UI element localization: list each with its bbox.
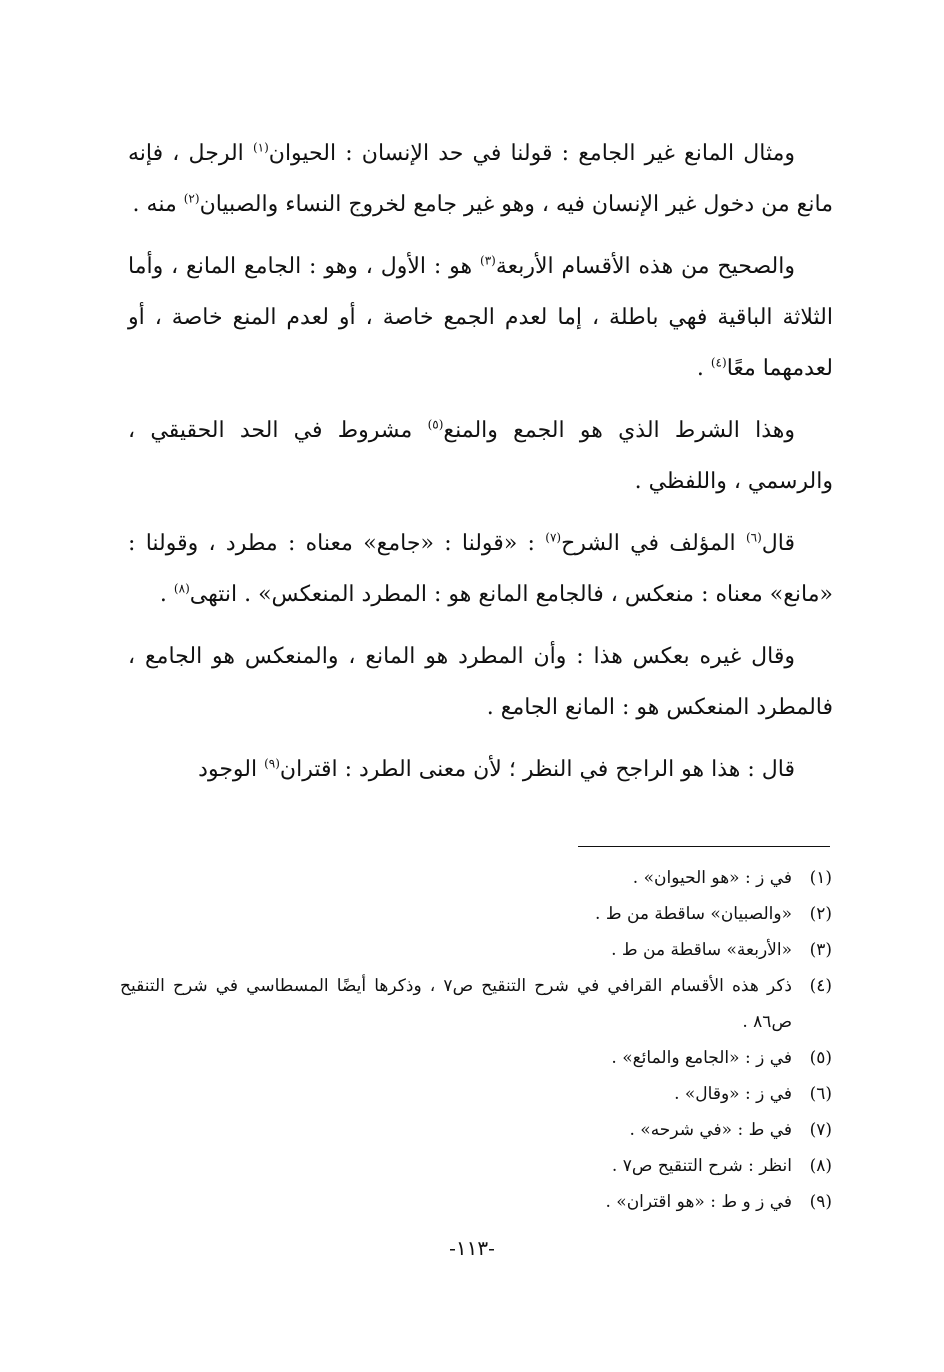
paragraph-text: : «قولنا : «جامع» معناه : مطرد ، وقولنا : «مانع» معناه : منعكس ، فالجامع المانع هو : المطرد المنعكس» . انتهى: [128, 531, 833, 607]
footnote-number: (٦): [809, 1084, 832, 1104]
paragraph-text: منه .: [132, 192, 184, 217]
footnote-divider: [578, 846, 830, 847]
footnote: [120, 1184, 832, 1220]
footnote-number: (٤): [809, 976, 832, 996]
footnote-text: ذكر هذه الأقسام القرافي في شرح التنقيح ص٧ ، وذكرها أيضًا المسطاسي في شرح التنقيح ص٨٦ .: [120, 976, 792, 1032]
footnote-number: (٥): [809, 1048, 832, 1068]
body-paragraph: [128, 128, 833, 230]
footnote-number: (٢): [809, 904, 832, 924]
footnote-text: انظر : شرح التنقيح ص٧ .: [611, 1156, 792, 1176]
footnote-marker: (٦): [745, 530, 762, 545]
main-text-block: [128, 128, 833, 806]
paragraph-text: الرجل ، فإنه مانع من دخول غير الإنسان فيه ، وهو غير جامع لخروج النساء والصبيان: [128, 141, 833, 217]
footnotes-block: [120, 860, 832, 1220]
footnote-number: (٧): [809, 1120, 832, 1140]
body-paragraph: [128, 631, 833, 733]
footnote-number: (٣): [809, 940, 832, 960]
footnote-marker: (٧): [545, 530, 562, 545]
paragraph-text: الوجود: [198, 757, 265, 782]
footnote: [120, 860, 832, 896]
footnote: [120, 1076, 832, 1112]
paragraph-text: قال : هذا هو الراجح في النظر ؛ لأن معنى الطرد : اقتران: [279, 757, 795, 782]
paragraph-text: وقال غيره بعكس هذا : وأن المطرد هو المانع ، والمنعكس هو الجامع ، فالمطرد المنعكس هو : المانع الجامع .: [128, 644, 833, 720]
footnote: [120, 896, 832, 932]
footnote: [120, 1148, 832, 1184]
paragraph-text: هو : الأول ، وهو : الجامع المانع ، وأما الثلاثة الباقية فهي باطلة ، إما لعدم الجمع خاصة ، أو لعدم المنع خاصة ، أو لعدمهما معًا: [128, 254, 833, 381]
footnote-text: في ط : «في شرحه» .: [629, 1120, 792, 1140]
footnote-number: (٨): [809, 1156, 832, 1176]
paragraph-text: قال: [761, 531, 795, 556]
footnote-marker: (٢): [183, 191, 200, 206]
paragraph-text: مشروط في الحد الحقيقي ، والرسمي ، واللفظي .: [128, 418, 833, 494]
footnote-marker: (٨): [173, 581, 190, 596]
body-paragraph: [128, 241, 833, 394]
body-paragraph: [128, 518, 833, 620]
footnote-text: في ز و ط : «هو اقتران» .: [605, 1192, 792, 1212]
footnote: [120, 968, 832, 1040]
footnote-text: «الأربعة» ساقطة من ط .: [611, 940, 792, 960]
footnote: [120, 932, 832, 968]
footnote: [120, 1112, 832, 1148]
footnote-marker: (٤): [710, 355, 727, 370]
footnote-marker: (٣): [480, 253, 496, 268]
footnote-marker: (٩): [264, 756, 280, 771]
footnote-text: في ز : «الجامع والمائع» .: [611, 1048, 792, 1068]
footnote: [120, 1040, 832, 1076]
body-paragraph: [128, 405, 833, 507]
body-paragraph: [128, 744, 833, 795]
paragraph-text: المؤلف في الشرح: [561, 531, 746, 556]
paragraph-text: .: [159, 582, 174, 607]
paragraph-text: والصحيح من هذه الأقسام الأربعة: [495, 254, 795, 279]
footnote-text: في ز : «وقال» .: [674, 1084, 792, 1104]
footnote-number: (٩): [809, 1192, 832, 1212]
paragraph-text: وهذا الشرط الذي هو الجمع والمنع: [443, 418, 795, 443]
page-number: -١١٣-: [449, 1236, 495, 1260]
footnote-text: «والصبيان» ساقطة من ط .: [595, 904, 792, 924]
footnote-text: في ز : «هو الحيوان» .: [632, 868, 792, 888]
footnote-marker: (٥): [427, 417, 444, 432]
paragraph-text: .: [696, 356, 711, 381]
paragraph-text: ومثال المانع غير الجامع : قولنا في حد الإنسان : الحيوان: [268, 141, 796, 166]
footnote-number: (١): [809, 868, 832, 888]
footnote-marker: (١): [252, 140, 269, 155]
